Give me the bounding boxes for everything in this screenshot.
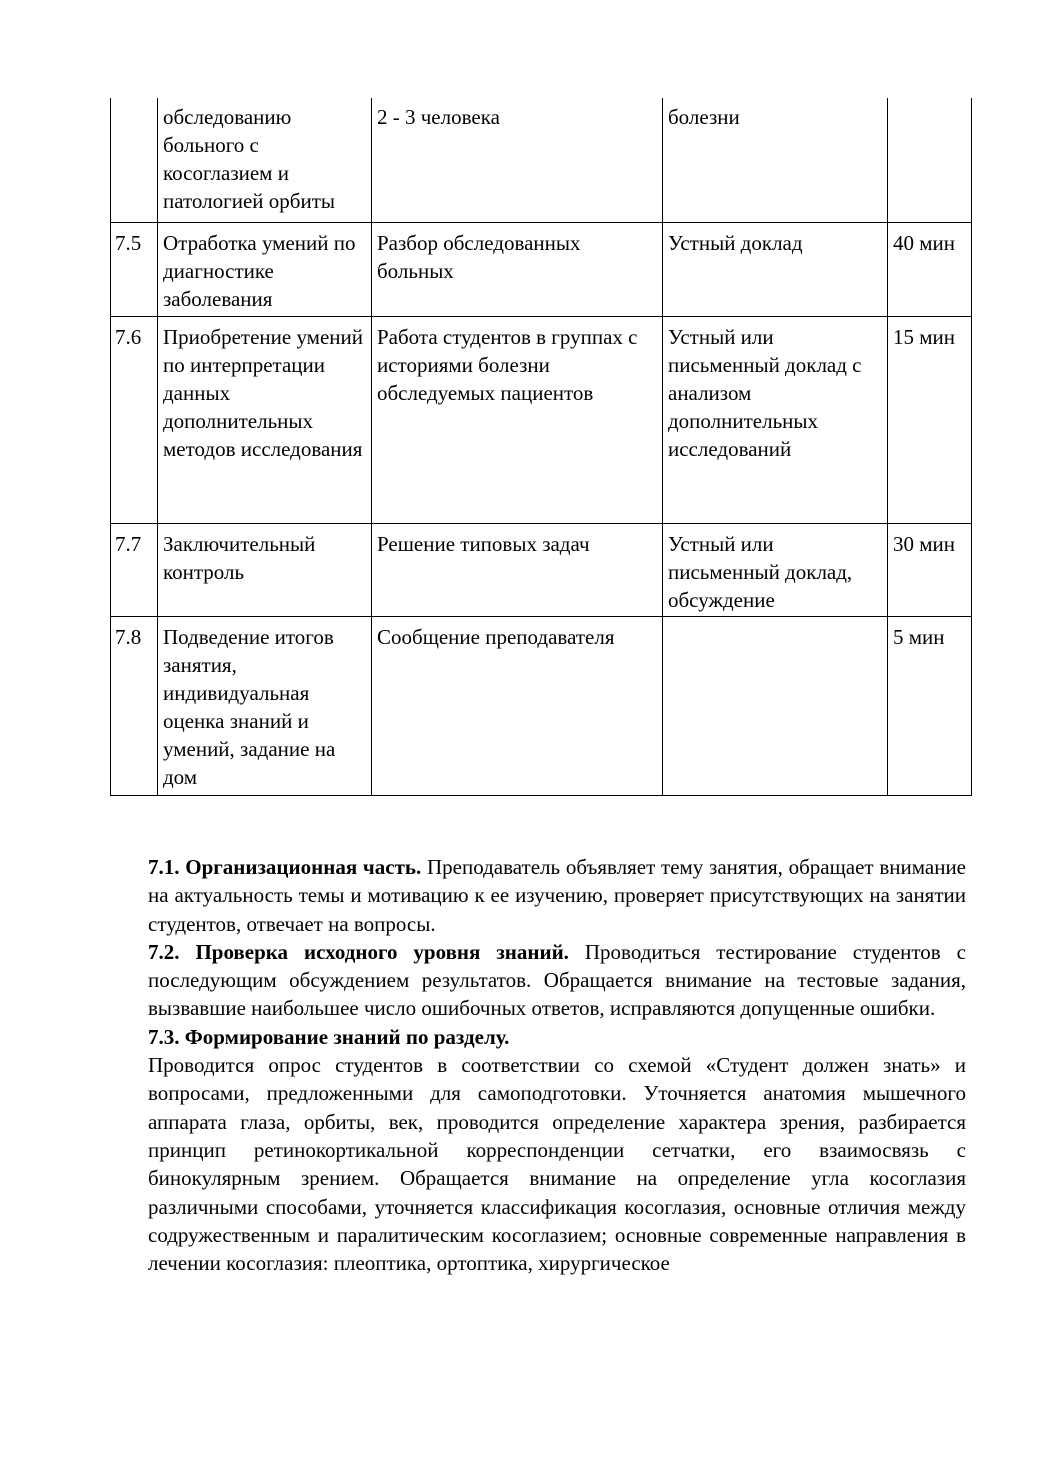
method-cell: Решение типовых задач bbox=[372, 523, 663, 616]
method-cell: Сообщение преподавателя bbox=[372, 616, 663, 795]
section-7-3 bbox=[148, 1023, 966, 1051]
section-text: Преподаватель объявляет тему занятия, обращает внимание на актуальность темы и мотивацию к ее изучению, проверяет присутствующих на занятии студентов, отвечает на вопросы. bbox=[148, 855, 966, 936]
time-cell bbox=[888, 98, 972, 222]
section-heading: 7.2. Проверка исходного уровня знаний. bbox=[148, 939, 569, 964]
table-row bbox=[111, 98, 972, 222]
stage-cell: Заключительный контроль bbox=[158, 523, 372, 616]
method-cell: Разбор обследованных больных bbox=[372, 222, 663, 316]
time-cell: 5 мин bbox=[888, 616, 972, 795]
control-cell bbox=[663, 616, 888, 795]
row-number: 7.5 bbox=[111, 222, 158, 316]
method-cell: 2 - 3 человека bbox=[372, 98, 663, 222]
body-text bbox=[148, 853, 966, 1277]
section-7-3-paragraph: Проводится опрос студентов в соответствии со схемой «Студент должен знать» и вопросами, предложенными для самоподготовки. Уточняется анатомия мышечного аппарата глаза, орбиты, век, проводится определение характера зрения, разбирается принцип ретинокортикальной корреспонденции сетчатки, его взаимосвязь с бинокулярным зрением. Обращается внимание на определение угла косоглазия различными способами, уточняется классификация косоглазия, основные отличия между содружественным и паралитическим косоглазием; основные современные направления в лечении косоглазия: плеоптика, ортоптика, хирургическое bbox=[148, 1053, 966, 1276]
time-cell: 40 мин bbox=[888, 222, 972, 316]
control-cell: Устный или письменный доклад с анализом дополнительных исследований bbox=[663, 316, 888, 523]
stage-cell: обследованию больного с косоглазием и патологией орбиты bbox=[158, 98, 372, 222]
row-number: 7.7 bbox=[111, 523, 158, 616]
table-row bbox=[111, 222, 972, 316]
section-7-2 bbox=[148, 938, 966, 1023]
control-cell: Устный или письменный доклад, обсуждение bbox=[663, 523, 888, 616]
control-cell: Устный доклад bbox=[663, 222, 888, 316]
section-text: Проводиться тестирование студентов с последующим обсуждением результатов. Обращается внимание на тестовые задания, вызвавшие наибольшее число ошибочных ответов, исправляются допущенные ошибки. bbox=[148, 939, 966, 1021]
lesson-plan-table bbox=[110, 98, 972, 796]
time-cell: 30 мин bbox=[888, 523, 972, 616]
stage-cell: Отработка умений по диагностике заболевания bbox=[158, 222, 372, 316]
table-row bbox=[111, 316, 972, 523]
method-cell: Работа студентов в группах с историями болезни обследуемых пациентов bbox=[372, 316, 663, 523]
section-heading: 7.1. Организационная часть. bbox=[148, 855, 422, 879]
section-7-1 bbox=[148, 853, 966, 938]
section-heading: 7.3. Формирование знаний по разделу. bbox=[148, 1024, 510, 1049]
row-number bbox=[111, 98, 158, 222]
table-row bbox=[111, 616, 972, 795]
row-number: 7.8 bbox=[111, 616, 158, 795]
table-row bbox=[111, 523, 972, 616]
stage-cell: Приобретение умений по интерпретации данных дополнительных методов исследования bbox=[158, 316, 372, 523]
stage-cell: Подведение итогов занятия, индивидуальная оценка знаний и умений, задание на дом bbox=[158, 616, 372, 795]
time-cell: 15 мин bbox=[888, 316, 972, 523]
control-cell: болезни bbox=[663, 98, 888, 222]
row-number: 7.6 bbox=[111, 316, 158, 523]
